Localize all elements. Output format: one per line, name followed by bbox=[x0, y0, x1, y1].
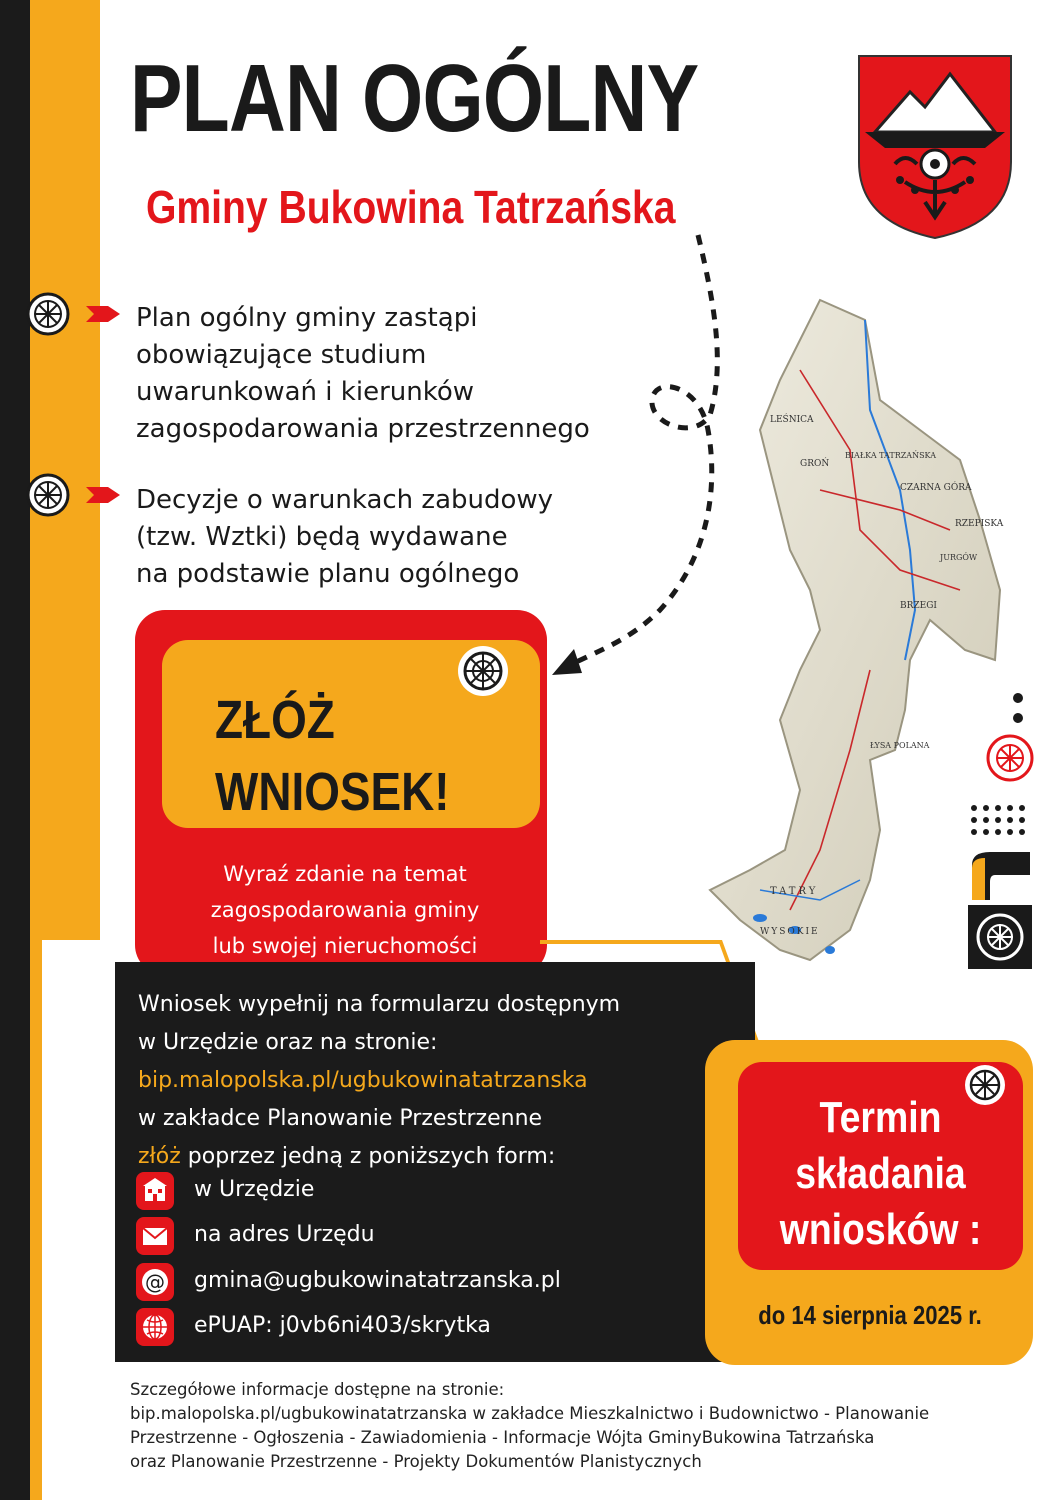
map-label: CZARNA GÓRA bbox=[900, 483, 972, 493]
map-label: TATRY bbox=[770, 886, 819, 897]
bullet-1 bbox=[26, 292, 70, 340]
decorative-elements bbox=[960, 690, 1050, 980]
deadline-date: do 14 sierpnia 2025 r. bbox=[758, 1300, 982, 1330]
deadline-title bbox=[759, 1090, 1001, 1258]
rosette-icon bbox=[26, 473, 70, 517]
cta-title bbox=[215, 684, 450, 828]
left-yellow-panel bbox=[42, 0, 100, 940]
map-label: WYSOKIE bbox=[760, 927, 820, 937]
contact-item bbox=[136, 1217, 174, 1255]
contact-item bbox=[136, 1308, 174, 1346]
at-sign-icon bbox=[136, 1263, 174, 1301]
contact-epuap: ePUAP: j0vb6ni403/skrytka bbox=[194, 1313, 491, 1338]
footer-line: Szczegółowe informacje dostępne na stronie: bbox=[130, 1380, 505, 1399]
deadline-line: składania bbox=[795, 1149, 966, 1198]
map-label: BRZEGI bbox=[900, 601, 937, 611]
info-line: w zakładce Planowanie Przestrzenne bbox=[138, 1106, 543, 1131]
map-label: BIAŁKA TATRZAŃSKA bbox=[845, 451, 936, 460]
map-label: LEŚNICA bbox=[770, 415, 814, 425]
bullet-line: (tzw. Wztki) będą wydawane bbox=[136, 522, 508, 552]
cta-subtitle bbox=[170, 856, 520, 964]
info-line-rest: poprzez jedną z poniższych form: bbox=[180, 1144, 556, 1169]
rosette-icon bbox=[455, 643, 511, 699]
info-line: Wniosek wypełnij na formularzu dostępnym bbox=[138, 992, 621, 1017]
red-arrow-icon bbox=[86, 304, 120, 324]
bullet-2-text bbox=[136, 482, 553, 593]
contact-text: w Urzędzie bbox=[194, 1177, 315, 1202]
deadline-line: wniosków : bbox=[779, 1205, 982, 1254]
contact-email[interactable]: gmina@ugbukowinatatrzanska.pl bbox=[194, 1268, 561, 1293]
deadline-line: Termin bbox=[819, 1093, 942, 1142]
contact-text: na adres Urzędu bbox=[194, 1222, 375, 1247]
map-label: RZEPISKA bbox=[955, 519, 1004, 529]
bullet-1-text bbox=[136, 300, 590, 448]
page-title: PLAN OGÓLNY bbox=[130, 45, 699, 152]
info-line: w Urzędzie oraz na stronie: bbox=[138, 1030, 438, 1055]
office-building-icon bbox=[136, 1172, 174, 1210]
info-line bbox=[138, 1138, 620, 1176]
map-label: GROŃ bbox=[800, 459, 830, 469]
cta-sub-line: zagospodarowania gminy bbox=[210, 898, 480, 922]
bullet-2 bbox=[26, 473, 70, 521]
cta-sub-line: lub swojej nieruchomości bbox=[212, 934, 478, 958]
globe-icon bbox=[136, 1308, 174, 1346]
footer-info bbox=[130, 1378, 929, 1474]
info-link[interactable]: bip.malopolska.pl/ugbukowinatatrzanska bbox=[138, 1068, 588, 1093]
footer-line: Przestrzenne - Ogłoszenia - Zawiadomienia - Informacje Wójta GminyBukowina Tatrzańska bbox=[130, 1428, 875, 1447]
svg-text:@: @ bbox=[145, 1270, 165, 1294]
orange-connector bbox=[540, 940, 720, 944]
left-black-stripe bbox=[0, 0, 30, 1500]
cta-sub-line: Wyraź zdanie na temat bbox=[223, 862, 467, 886]
info-text bbox=[138, 986, 620, 1176]
page-subtitle: Gminy Bukowina Tatrzańska bbox=[146, 181, 676, 233]
cta-title-line: WNIOSEK! bbox=[215, 762, 450, 822]
contact-item bbox=[136, 1172, 174, 1210]
footer-line: bip.malopolska.pl/ugbukowinatatrzanska w zakładce Mieszkalnictwo i Budownictwo - Planowanie bbox=[130, 1404, 930, 1423]
bullet-line: Plan ogólny gminy zastąpi bbox=[136, 303, 478, 333]
footer-line: oraz Planowanie Przestrzenne - Projekty Dokumentów Planistycznych bbox=[130, 1452, 702, 1471]
left-yellow-stripe bbox=[30, 0, 42, 1500]
coat-of-arms-icon bbox=[855, 52, 1015, 242]
bullet-line: uwarunkowań i kierunków bbox=[136, 377, 475, 407]
map-label: JURGÓW bbox=[940, 553, 978, 562]
bullet-line: obowiązujące studium bbox=[136, 340, 427, 370]
info-highlight: złóż bbox=[138, 1144, 181, 1169]
red-arrow-icon bbox=[86, 485, 120, 505]
bullet-line: na podstawie planu ogólnego bbox=[136, 559, 520, 589]
bullet-line: zagospodarowania przestrzennego bbox=[136, 414, 590, 444]
contact-item bbox=[136, 1263, 174, 1301]
map-label: ŁYSA POLANA bbox=[870, 741, 930, 750]
bullet-line: Decyzje o warunkach zabudowy bbox=[136, 485, 554, 515]
cta-title-line: ZŁÓŻ bbox=[215, 690, 335, 750]
rosette-icon bbox=[26, 292, 70, 336]
envelope-icon bbox=[136, 1217, 174, 1255]
